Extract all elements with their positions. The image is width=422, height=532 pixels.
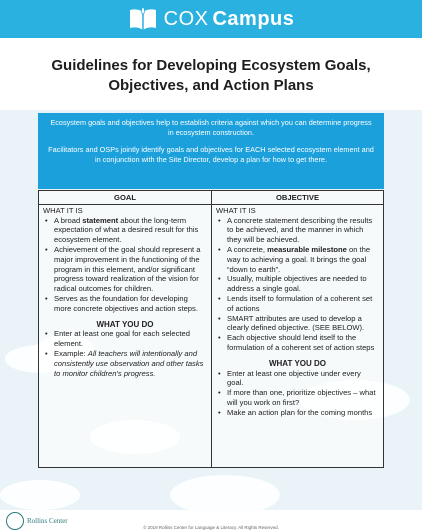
goal-heading: GOAL	[39, 192, 211, 205]
goal-do-list	[43, 329, 207, 378]
list-item: • Make an action plan for the coming months	[216, 408, 379, 418]
list-item: • Enter at least one objective under every goal.	[216, 369, 379, 389]
list-item: • A concrete statement describing the results to be achieved, and the manner in which they will be achieved.	[216, 216, 379, 245]
objective-what-list	[216, 216, 379, 353]
intro-paragraph-2: Facilitators and OSPs jointly identify goals and objectives for EACH selected ecosystem element and in conjunction with the Site Director, develop a plan for how to get there.	[48, 145, 374, 164]
objective-what-label: WHAT IT IS	[216, 205, 256, 215]
footer-org-name: Rollins Center	[27, 517, 68, 525]
intro-box	[38, 113, 384, 189]
open-book-icon	[128, 6, 158, 32]
goal-what-label: WHAT IT IS	[43, 205, 83, 215]
goal-column	[39, 191, 211, 467]
brand-logo[interactable]	[128, 6, 295, 32]
list-item: • Example: All teachers will intentionally and consistently use observation and other tasks to monitor children's progress.	[43, 349, 207, 378]
objective-column	[211, 191, 383, 467]
goal-what-list	[43, 216, 207, 314]
list-item: • Lends itself to formulation of a coherent set of actions	[216, 294, 379, 314]
list-item: • If more than one, prioritize objectives – what will you work on first?	[216, 388, 379, 408]
title-line-2: Objectives, and Action Plans	[108, 77, 314, 94]
list-item: • Serves as the foundation for developing more concrete objectives and action steps.	[43, 294, 207, 314]
list-item: • A concrete, measurable milestone on the way to achieving a goal. It brings the goal “down to earth”.	[216, 245, 379, 274]
page-title	[20, 56, 402, 96]
title-line-1: Guidelines for Developing Ecosystem Goals,	[51, 57, 371, 74]
objective-heading: OBJECTIVE	[212, 192, 383, 205]
guidelines-table	[38, 190, 384, 468]
list-item: • Each objective should lend itself to the formulation of a coherent set of action steps	[216, 333, 379, 353]
list-item: • SMART attributes are used to develop a clearly defined objective. (SEE BELOW).	[216, 314, 379, 334]
brand-name: COX	[163, 7, 209, 30]
cloud-shape	[170, 475, 280, 515]
list-item: • A broad statement about the long-term expectation of what a desired result for this ecosystem element.	[43, 216, 207, 245]
brand-header	[0, 0, 422, 38]
intro-paragraph-1: Ecosystem goals and objectives help to establish criteria against which you can determine progress in ecosystem construction.	[50, 118, 372, 137]
footer-copyright: © 2019 Rollins Center for Language & Literacy. All Rights Reserved.	[143, 525, 279, 530]
list-item: • Usually, multiple objectives are needed to address a single goal.	[216, 274, 379, 294]
brand-suffix: Campus	[212, 7, 295, 30]
goal-do-label: WHAT YOU DO	[96, 319, 154, 329]
objective-do-list	[216, 369, 379, 418]
cloud-shape	[0, 480, 80, 510]
objective-do-label: WHAT YOU DO	[268, 358, 327, 368]
list-item: • Enter at least one goal for each selected element.	[43, 329, 207, 349]
list-item: • Achievement of the goal should represent a major improvement in the functioning of the program in this element, and/or significant progress toward realization of the vision for radical outcomes for children.	[43, 245, 207, 294]
